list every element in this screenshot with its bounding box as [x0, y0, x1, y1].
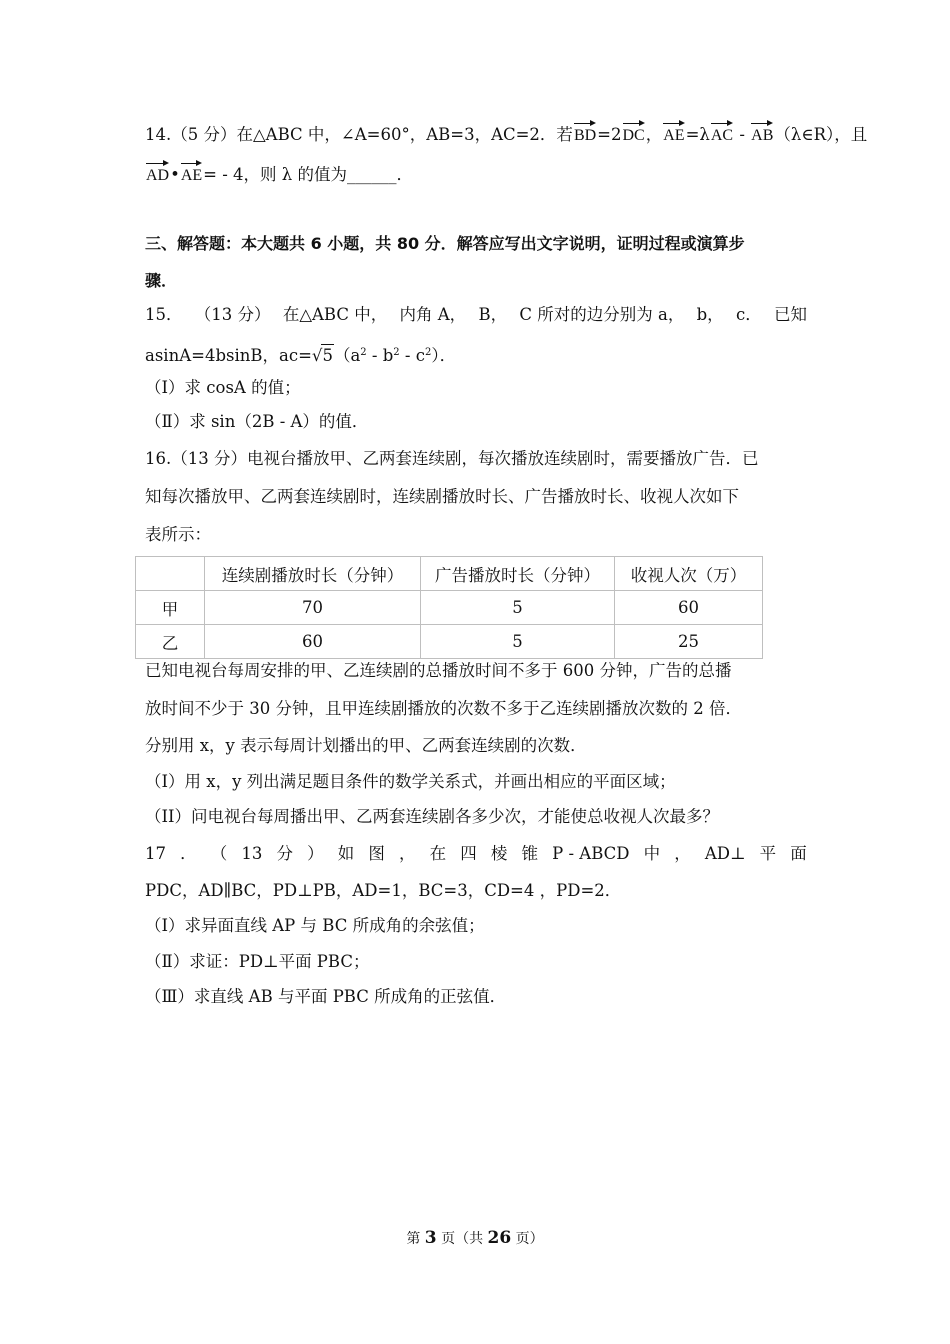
superscript: 2 — [424, 347, 432, 358]
q17-word: ， — [674, 844, 691, 863]
q15-text: ‐ c — [399, 346, 425, 365]
table-cell: 甲 — [136, 591, 205, 625]
q15-word: 15． — [145, 305, 183, 324]
q15-word: （13 分） — [194, 305, 271, 324]
table-cell: 5 — [421, 591, 615, 625]
q17-word: P ‐ ABCD — [552, 844, 630, 863]
q16-part2: （II）问电视台每周播出甲、乙两套连续剧各多少次，才能使总收视人次最多？ — [145, 807, 720, 826]
vector-bd: BD — [574, 125, 596, 147]
vector-ac: AC — [711, 125, 733, 147]
table-cell: 25 — [615, 625, 763, 659]
total-pages: 26 — [487, 1228, 512, 1248]
vector-ae: AE — [181, 165, 202, 187]
sqrt-symbol: √5 — [311, 346, 333, 365]
q15-line1 — [145, 304, 807, 326]
broadcast-table — [135, 556, 763, 659]
q16-part1: （I）用 x，y 列出满足题目条件的数学关系式，并画出相应的平面区域； — [145, 772, 676, 791]
table-header-cell: 连续剧播放时长（分钟） — [205, 557, 421, 591]
q16-line1: 16.（13 分）电视台播放甲、乙两套连续剧，每次播放连续剧时，需要播放广告．已 — [145, 449, 759, 468]
q16-line3: 表所示： — [145, 525, 211, 544]
table-header-cell: 收视人次（万） — [615, 557, 763, 591]
q15-word: 已知 — [773, 305, 807, 324]
page-footer — [0, 1228, 950, 1248]
q16-line6: 分别用 x，y 表示每周计划播出的甲、乙两套连续剧的次数． — [145, 736, 587, 755]
q17-word: AD⊥ — [704, 844, 746, 863]
q15-text: ‐ b — [366, 346, 394, 365]
q17-word: ， — [399, 844, 416, 863]
page-number: 3 — [424, 1228, 437, 1248]
q17-word: （ — [210, 844, 228, 863]
footer-text: 第 — [406, 1231, 425, 1247]
q14-text: =λ — [685, 125, 710, 144]
q17-word: 图 — [368, 844, 385, 863]
vector-ad: AD — [146, 165, 169, 187]
vector-dc: DC — [623, 125, 645, 147]
q17-word: 如 — [337, 844, 355, 863]
superscript: 2 — [360, 347, 367, 358]
sqrt-radicand: 5 — [322, 346, 333, 365]
dot-operator: • — [170, 165, 180, 184]
superscript: 2 — [393, 347, 400, 358]
q14-text: ， — [645, 125, 663, 144]
q17-word: 在 — [429, 844, 447, 863]
q14-text: ‐ — [734, 125, 751, 144]
q14-text: =2 — [597, 125, 622, 144]
q15-text: asinA=4bsinB，ac= — [145, 346, 312, 365]
q16-line4: 已知电视台每周安排的甲、乙连续剧的总播放时间不多于 600 分钟，广告的总播 — [145, 661, 732, 680]
vector-ab: AB — [751, 125, 773, 147]
table-cell: 5 — [421, 625, 615, 659]
q15-word: c． — [735, 305, 762, 324]
q15-word: 在△ABC 中， — [282, 305, 388, 324]
q17-part2: （Ⅱ）求证：PD⊥平面 PBC； — [145, 952, 370, 971]
q17-word: 四 — [460, 844, 477, 863]
table-cell: 60 — [615, 591, 763, 625]
q17-line2: PDC，AD∥BC，PD⊥PB，AD=1，BC=3，CD=4 ，PD=2． — [145, 881, 622, 900]
q16-line5: 放时间不少于 30 分钟，且甲连续剧播放的次数不多于乙连续剧播放次数的 2 倍． — [145, 699, 742, 718]
q14-line1 — [145, 124, 868, 147]
q17-word: 分 — [276, 844, 293, 863]
q17-word: 锥 — [521, 844, 538, 863]
q15-part2: （Ⅱ）求 sin（2B ‐ A）的值． — [145, 412, 369, 431]
q17-word: ） — [307, 844, 324, 863]
q14-text: = ‐ 4，则 λ 的值为______． — [203, 165, 414, 184]
q14-line2 — [145, 164, 807, 187]
table-header-cell: 广告播放时长（分钟） — [421, 557, 615, 591]
table-cell: 70 — [205, 591, 421, 625]
q14-text: 14.（5 分）在△ABC 中，∠A=60°，AB=3，AC=2．若 — [145, 125, 573, 144]
q17-part3: （Ⅲ）求直线 AB 与平面 PBC 所成角的正弦值． — [145, 987, 507, 1006]
q15-line2 — [145, 342, 807, 367]
table-cell: 60 — [205, 625, 421, 659]
q17-word: 棱 — [490, 844, 508, 863]
q15-text: ）． — [431, 346, 457, 365]
q15-word: C 所对的边分别为 a， — [519, 305, 685, 324]
q17-word: 13 — [241, 844, 263, 863]
q15-part1: （Ⅰ）求 cosA 的值； — [145, 378, 301, 397]
q15-text: （a — [333, 346, 361, 365]
table-row — [136, 591, 763, 625]
q15-word: 内角 A， — [399, 305, 467, 324]
q17-line1 — [145, 843, 807, 865]
q17-word: 平 — [759, 844, 777, 863]
q17-word: 中 — [643, 844, 661, 863]
q15-word: B， — [478, 305, 508, 324]
section-heading: 三、解答题：本大题共 6 小题，共 80 分．解答应写出文字说明，证明过程或演算步 — [145, 234, 745, 253]
vector-ae: AE — [663, 125, 684, 147]
q14-text: （λ∈R），且 — [774, 125, 868, 144]
footer-text: 页（共 — [436, 1231, 488, 1247]
table-cell: 乙 — [136, 625, 205, 659]
q15-word: b， — [696, 305, 724, 324]
q17-word: ． — [180, 844, 197, 863]
q17-word: 17 — [145, 844, 166, 863]
table-header-row — [136, 557, 763, 591]
q17-word: 面 — [790, 844, 807, 863]
table-row — [136, 625, 763, 659]
q16-line2: 知每次播放甲、乙两套连续剧时，连续剧播放时长、广告播放时长、收视人次如下 — [145, 487, 739, 506]
section-heading-cont: 骤． — [145, 271, 178, 290]
footer-text: 页） — [511, 1231, 544, 1247]
table-header-cell — [136, 557, 205, 591]
q17-part1: （Ⅰ）求异面直线 AP 与 BC 所成角的余弦值； — [145, 916, 485, 935]
